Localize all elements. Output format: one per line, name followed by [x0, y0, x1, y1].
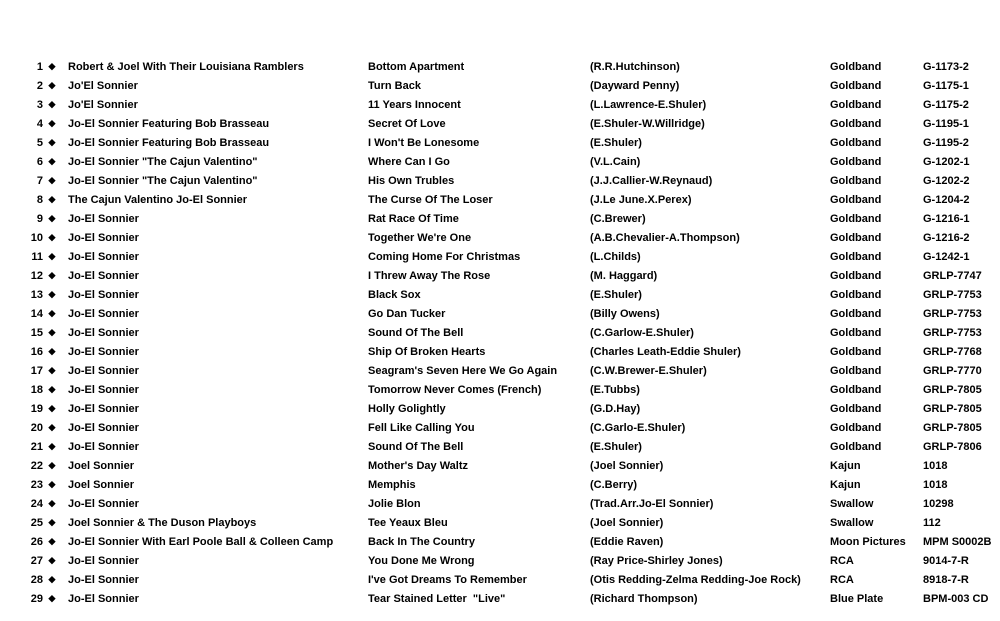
row-number: 12 [30, 269, 43, 282]
row-number: 26 [30, 535, 43, 548]
catalog-number: G-1175-1 [923, 79, 969, 92]
record-label: Goldband [830, 60, 882, 73]
songwriter-credit: (A.B.Chevalier-A.Thompson) [590, 231, 740, 244]
diamond-bullet-icon: ◆ [48, 156, 56, 166]
record-label: Goldband [830, 174, 882, 187]
song-title: Mother's Day Waltz [368, 459, 468, 472]
row-number: 21 [30, 440, 43, 453]
artist-name: Jo'El Sonnier [68, 98, 138, 111]
table-row [0, 361, 1000, 380]
diamond-bullet-icon: ◆ [48, 593, 56, 603]
catalog-number: GRLP-7770 [923, 364, 982, 377]
row-number: 6 [36, 155, 43, 168]
artist-name: Jo-El Sonnier [68, 288, 139, 301]
table-row [0, 513, 1000, 532]
song-title: Together We're One [368, 231, 472, 244]
diamond-bullet-icon: ◆ [48, 289, 56, 299]
diamond-bullet-icon: ◆ [48, 403, 56, 413]
catalog-number: GRLP-7747 [923, 269, 982, 282]
song-title: Tomorrow Never Comes (French) [368, 383, 542, 396]
song-title: Turn Back [368, 79, 421, 92]
songwriter-credit: (Charles Leath-Eddie Shuler) [590, 345, 741, 358]
artist-name: Jo-El Sonnier [68, 269, 139, 282]
artist-name: Jo-El Sonnier [68, 212, 139, 225]
row-number: 19 [30, 402, 43, 415]
diamond-bullet-icon: ◆ [48, 536, 56, 546]
record-label: Goldband [830, 421, 882, 434]
song-title: Secret Of Love [368, 117, 446, 130]
song-title: Tee Yeaux Bleu [368, 516, 448, 529]
catalog-number: GRLP-7753 [923, 288, 982, 301]
record-label: Goldband [830, 136, 882, 149]
songwriter-credit: (G.D.Hay) [590, 402, 641, 415]
song-title: I've Got Dreams To Remember [368, 573, 527, 586]
artist-name: Jo-El Sonnier [68, 364, 139, 377]
song-title: Bottom Apartment [368, 60, 465, 73]
record-label: Goldband [830, 117, 882, 130]
table-row [0, 589, 1000, 608]
table-row [0, 304, 1000, 323]
record-label: Goldband [830, 345, 882, 358]
songwriter-credit: (E.Shuler) [590, 288, 642, 301]
song-title: Ship Of Broken Hearts [368, 345, 486, 358]
diamond-bullet-icon: ◆ [48, 555, 56, 565]
record-label: Blue Plate [830, 592, 884, 605]
table-row [0, 380, 1000, 399]
diamond-bullet-icon: ◆ [48, 422, 56, 432]
record-label: Goldband [830, 212, 882, 225]
table-row [0, 570, 1000, 589]
songwriter-credit: (E.Shuler-W.Willridge) [590, 117, 705, 130]
artist-name: Joel Sonnier [68, 459, 135, 472]
row-number: 16 [30, 345, 43, 358]
artist-name: Joel Sonnier [68, 478, 135, 491]
row-number: 7 [36, 174, 43, 187]
record-label: Kajun [830, 478, 861, 491]
song-title: I Won't Be Lonesome [368, 136, 480, 149]
row-number: 8 [36, 193, 43, 206]
diamond-bullet-icon: ◆ [48, 99, 56, 109]
row-number: 25 [30, 516, 43, 529]
table-row [0, 228, 1000, 247]
songwriter-credit: (Ray Price-Shirley Jones) [590, 554, 723, 567]
artist-name: Jo-El Sonnier "The Cajun Valentino" [68, 155, 258, 168]
artist-name: Jo-El Sonnier Featuring Bob Brasseau [68, 136, 270, 149]
artist-name: Jo-El Sonnier [68, 402, 139, 415]
song-title: Holly Golightly [368, 402, 446, 415]
discography-list [0, 57, 1000, 608]
song-title: The Curse Of The Loser [368, 193, 493, 206]
songwriter-credit: (V.L.Cain) [590, 155, 641, 168]
diamond-bullet-icon: ◆ [48, 194, 56, 204]
diamond-bullet-icon: ◆ [48, 498, 56, 508]
song-title: Go Dan Tucker [368, 307, 446, 320]
artist-name: Jo-El Sonnier [68, 497, 139, 510]
catalog-number: MPM S0002B [923, 535, 992, 548]
songwriter-credit: (Otis Redding-Zelma Redding-Joe Rock) [590, 573, 801, 586]
record-label: Goldband [830, 269, 882, 282]
record-label: Goldband [830, 364, 882, 377]
catalog-number: G-1216-1 [923, 212, 970, 225]
diamond-bullet-icon: ◆ [48, 232, 56, 242]
songwriter-credit: (R.R.Hutchinson) [590, 60, 680, 73]
table-row [0, 418, 1000, 437]
row-number: 17 [30, 364, 43, 377]
row-number: 10 [30, 231, 43, 244]
record-label: Goldband [830, 383, 882, 396]
table-row [0, 532, 1000, 551]
artist-name: Jo-El Sonnier [68, 592, 139, 605]
diamond-bullet-icon: ◆ [48, 308, 56, 318]
song-title: Rat Race Of Time [368, 212, 459, 225]
song-title: Sound Of The Bell [368, 326, 464, 339]
catalog-number: 8918-7-R [923, 573, 969, 586]
songwriter-credit: (E.Tubbs) [590, 383, 640, 396]
songwriter-credit: (L.Childs) [590, 250, 641, 263]
songwriter-credit: (Billy Owens) [590, 307, 660, 320]
table-row [0, 285, 1000, 304]
artist-name: Jo-El Sonnier [68, 326, 139, 339]
diamond-bullet-icon: ◆ [48, 61, 56, 71]
row-number: 9 [36, 212, 43, 225]
catalog-number: 9014-7-R [923, 554, 969, 567]
artist-name: Jo-El Sonnier [68, 307, 139, 320]
table-row [0, 247, 1000, 266]
catalog-number: G-1242-1 [923, 250, 970, 263]
diamond-bullet-icon: ◆ [48, 441, 56, 451]
song-title: Sound Of The Bell [368, 440, 464, 453]
record-label: Goldband [830, 288, 882, 301]
record-label: RCA [830, 554, 854, 567]
table-row [0, 475, 1000, 494]
table-row [0, 266, 1000, 285]
record-label: Goldband [830, 79, 882, 92]
diamond-bullet-icon: ◆ [48, 118, 56, 128]
catalog-number: G-1175-2 [923, 98, 969, 111]
row-number: 4 [36, 117, 43, 130]
songwriter-credit: (Joel Sonnier) [590, 516, 664, 529]
songwriter-credit: (Trad.Arr.Jo-El Sonnier) [590, 497, 714, 510]
diamond-bullet-icon: ◆ [48, 175, 56, 185]
artist-name: Jo-El Sonnier [68, 345, 139, 358]
diamond-bullet-icon: ◆ [48, 460, 56, 470]
row-number: 27 [30, 554, 43, 567]
row-number: 20 [30, 421, 43, 434]
record-label: Swallow [830, 516, 874, 529]
song-title: Where Can I Go [368, 155, 450, 168]
diamond-bullet-icon: ◆ [48, 270, 56, 280]
catalog-number: G-1195-1 [923, 117, 969, 130]
songwriter-credit: (Richard Thompson) [590, 592, 698, 605]
table-row [0, 95, 1000, 114]
artist-name: The Cajun Valentino Jo-El Sonnier [68, 193, 248, 206]
table-row [0, 399, 1000, 418]
artist-name: Jo-El Sonnier [68, 231, 139, 244]
record-label: Goldband [830, 402, 882, 415]
record-label: Goldband [830, 440, 882, 453]
row-number: 29 [30, 592, 43, 605]
songwriter-credit: (J.Le June.X.Perex) [590, 193, 692, 206]
catalog-number: 1018 [923, 478, 948, 491]
artist-name: Jo-El Sonnier [68, 440, 139, 453]
songwriter-credit: (Eddie Raven) [590, 535, 664, 548]
songwriter-credit: (C.W.Brewer-E.Shuler) [590, 364, 707, 377]
catalog-number: G-1202-1 [923, 155, 970, 168]
song-title: Black Sox [368, 288, 421, 301]
songwriter-credit: (C.Berry) [590, 478, 638, 491]
record-label: Goldband [830, 193, 882, 206]
table-row [0, 114, 1000, 133]
row-number: 11 [31, 250, 43, 263]
diamond-bullet-icon: ◆ [48, 365, 56, 375]
catalog-number: G-1216-2 [923, 231, 970, 244]
row-number: 14 [30, 307, 43, 320]
row-number: 3 [36, 98, 43, 111]
artist-name: Jo-El Sonnier [68, 554, 139, 567]
table-row [0, 171, 1000, 190]
songwriter-credit: (C.Garlow-E.Shuler) [590, 326, 694, 339]
table-row [0, 494, 1000, 513]
table-row [0, 209, 1000, 228]
song-title: Tear Stained Letter "Live" [368, 592, 506, 605]
row-number: 1 [36, 60, 43, 73]
record-label: Goldband [830, 231, 882, 244]
songwriter-credit: (M. Haggard) [590, 269, 658, 282]
song-title: Jolie Blon [368, 497, 421, 510]
catalog-number: G-1202-2 [923, 174, 970, 187]
artist-name: Jo-El Sonnier [68, 250, 139, 263]
catalog-number: BPM-003 CD [923, 592, 989, 605]
catalog-number: GRLP-7805 [923, 421, 982, 434]
artist-name: Jo-El Sonnier Featuring Bob Brasseau [68, 117, 270, 130]
record-label: Moon Pictures [830, 535, 906, 548]
row-number: 18 [30, 383, 43, 396]
artist-name: Jo-El Sonnier With Earl Poole Ball & Colleen Camp [68, 535, 334, 548]
diamond-bullet-icon: ◆ [48, 384, 56, 394]
song-title: I Threw Away The Rose [368, 269, 491, 282]
record-label: Goldband [830, 98, 882, 111]
song-title: Seagram's Seven Here We Go Again [368, 364, 558, 377]
songwriter-credit: (Dayward Penny) [590, 79, 680, 92]
record-label: Goldband [830, 307, 882, 320]
row-number: 2 [36, 79, 43, 92]
song-title: You Done Me Wrong [368, 554, 475, 567]
song-title: Back In The Country [368, 535, 475, 548]
diamond-bullet-icon: ◆ [48, 80, 56, 90]
song-title: Coming Home For Christmas [368, 250, 521, 263]
diamond-bullet-icon: ◆ [48, 346, 56, 356]
row-number: 28 [30, 573, 43, 586]
record-label: RCA [830, 573, 854, 586]
catalog-number: G-1204-2 [923, 193, 970, 206]
songwriter-credit: (E.Shuler) [590, 440, 642, 453]
songwriter-credit: (C.Garlo-E.Shuler) [590, 421, 686, 434]
song-title: His Own Trubles [368, 174, 455, 187]
row-number: 13 [30, 288, 43, 301]
record-label: Goldband [830, 326, 882, 339]
table-row [0, 133, 1000, 152]
table-row [0, 437, 1000, 456]
songwriter-credit: (L.Lawrence-E.Shuler) [590, 98, 707, 111]
diamond-bullet-icon: ◆ [48, 574, 56, 584]
catalog-number: GRLP-7753 [923, 326, 982, 339]
table-row [0, 342, 1000, 361]
artist-name: Jo-El Sonnier "The Cajun Valentino" [68, 174, 258, 187]
catalog-number: G-1173-2 [923, 60, 969, 73]
diamond-bullet-icon: ◆ [48, 479, 56, 489]
song-title: 11 Years Innocent [368, 98, 461, 111]
table-row [0, 551, 1000, 570]
artist-name: Jo-El Sonnier [68, 421, 139, 434]
catalog-number: GRLP-7806 [923, 440, 982, 453]
table-row [0, 456, 1000, 475]
diamond-bullet-icon: ◆ [48, 213, 56, 223]
artist-name: Jo'El Sonnier [68, 79, 138, 92]
diamond-bullet-icon: ◆ [48, 327, 56, 337]
catalog-number: GRLP-7805 [923, 383, 982, 396]
table-row [0, 152, 1000, 171]
row-number: 24 [30, 497, 43, 510]
row-number: 5 [36, 136, 43, 149]
record-label: Goldband [830, 250, 882, 263]
artist-name: Robert & Joel With Their Louisiana Ramblers [68, 60, 304, 73]
artist-name: Jo-El Sonnier [68, 573, 139, 586]
row-number: 22 [30, 459, 43, 472]
table-row [0, 190, 1000, 209]
record-label: Goldband [830, 155, 882, 168]
song-title: Memphis [368, 478, 416, 491]
songwriter-credit: (J.J.Callier-W.Reynaud) [590, 174, 713, 187]
row-number: 15 [30, 326, 43, 339]
songwriter-credit: (Joel Sonnier) [590, 459, 664, 472]
songwriter-credit: (C.Brewer) [590, 212, 646, 225]
row-number: 23 [30, 478, 43, 491]
songwriter-credit: (E.Shuler) [590, 136, 642, 149]
diamond-bullet-icon: ◆ [48, 251, 56, 261]
song-title: Fell Like Calling You [368, 421, 475, 434]
record-label: Swallow [830, 497, 874, 510]
diamond-bullet-icon: ◆ [48, 517, 56, 527]
catalog-number: G-1195-2 [923, 136, 969, 149]
diamond-bullet-icon: ◆ [48, 137, 56, 147]
table-row [0, 76, 1000, 95]
table-row [0, 57, 1000, 76]
catalog-number: GRLP-7768 [923, 345, 982, 358]
catalog-number: GRLP-7805 [923, 402, 982, 415]
record-label: Kajun [830, 459, 861, 472]
catalog-number: 1018 [923, 459, 948, 472]
catalog-number: 112 [923, 516, 941, 529]
catalog-number: GRLP-7753 [923, 307, 982, 320]
artist-name: Jo-El Sonnier [68, 383, 139, 396]
catalog-number: 10298 [923, 497, 954, 510]
table-row [0, 323, 1000, 342]
artist-name: Joel Sonnier & The Duson Playboys [68, 516, 257, 529]
